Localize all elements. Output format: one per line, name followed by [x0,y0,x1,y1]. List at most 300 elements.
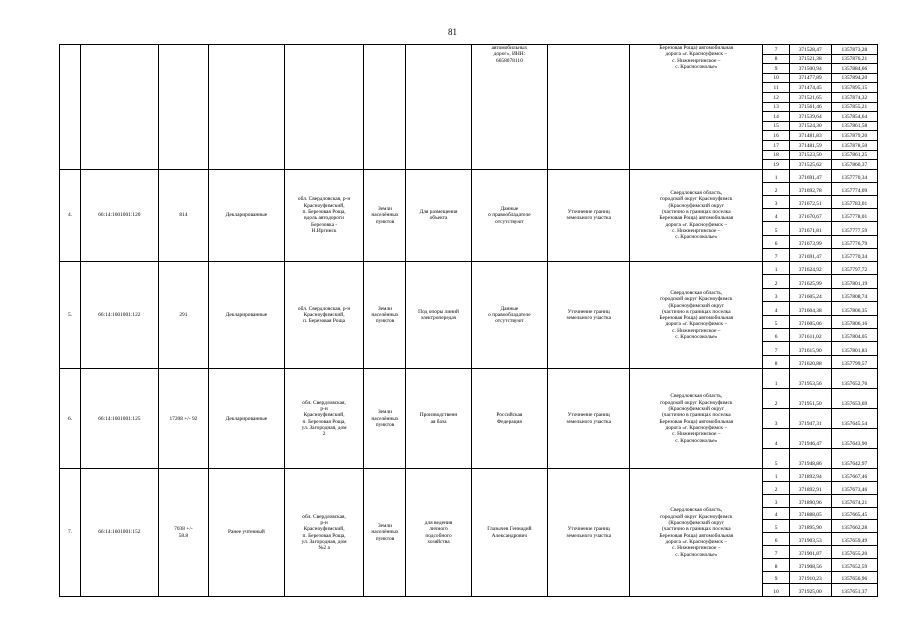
coord-y [831,494,877,507]
point-number-text: 6 [774,240,778,247]
cadastral-number-text: 66:14:1601001:120 [98,212,141,219]
coord-x-text: 371605,24 [798,294,822,301]
area [158,369,208,469]
point-number [763,248,789,261]
object-location-text: Свердловская область, городской округ Красноуфимск (Красноуфимский округ (частично в границах поселка Березовая Роща) автомобильная дорога «г. Красноуфимск – с. Нижнеиргинское – с. Красносокольe» [659,289,734,340]
coord-x-text: 371901,87 [798,550,822,557]
coord-x [789,150,831,160]
coord-x [789,571,831,584]
coord-x [789,507,831,520]
point-number-text: 17 [773,142,779,149]
cadastral-number [81,169,159,261]
point-number [763,469,789,482]
purpose [548,169,630,261]
coord-x-text: 371523,50 [798,152,822,159]
coord-x-text: 371521,38 [798,56,822,63]
point-number [763,64,789,74]
point-number [763,355,789,368]
coord-x [789,369,831,389]
coord-y [831,275,877,288]
coord-y-text: 1357861,25 [841,152,868,159]
coord-x [789,54,831,64]
coord-x [789,248,831,261]
coord-y-text: 1357799,57 [841,361,868,368]
coord-y-text: 1357642,97 [841,461,868,468]
object-location-text: Свердловская область, городской округ Красноуфимск (Красноуфимский округ (частично в границах поселка Березовая Роща) автомобильная дорога «г. Красноуфимск – с. Нижнеиргинское – с. Красносокольe» [659,507,734,558]
point-number-text: 10 [773,589,779,596]
point-number-text: 3 [774,201,778,208]
coord-x [789,584,831,597]
coord-y [831,73,877,83]
record-status [209,169,285,261]
coord-x-text: 371625,99 [798,280,822,287]
coord-y [831,429,877,449]
coord-y [831,571,877,584]
coord-y [831,449,877,469]
table-body [60,45,878,597]
point-number [763,131,789,141]
point-number [763,328,789,341]
coord-x [789,262,831,275]
coord-y-text: 1357662,28 [841,525,868,532]
point-number [763,102,789,112]
row-number-text: 6. [67,415,73,422]
cadastral-number-text: 66:14:1601001:125 [98,415,141,422]
address [284,262,364,369]
coord-y-text: 1357861,58 [841,123,868,130]
owner [471,169,548,261]
point-number [763,222,789,235]
coord-x [789,102,831,112]
coord-y [831,222,877,235]
coord-y [831,342,877,355]
point-number-text: 19 [773,161,779,168]
owner [471,369,548,469]
point-number-text: 3 [774,294,778,301]
object-location-text: Свердловская область, городской округ Красноуфимск (Красноуфимский округ (частично в границах поселка Березовая Роща) автомобильная дорога «г. Красноуфимск – с. Нижнеиргинское – с. Красносокольe» [659,393,734,444]
point-number-text: 18 [773,152,779,159]
coord-x-text: 371561,46 [798,104,822,111]
point-number [763,315,789,328]
coord-x [789,355,831,368]
coord-y [831,209,877,222]
record-status-text: Декларированные [225,212,268,219]
object-location [630,169,763,261]
owner [471,262,548,369]
record-status [209,469,285,597]
coord-y [831,389,877,409]
purpose-text: Уточнение границ земельного участка [566,526,611,539]
purpose [548,45,630,170]
coord-y-text: 1357653,69 [841,401,868,408]
point-number-text: 5 [774,227,778,234]
point-number [763,121,789,131]
point-number [763,140,789,150]
permitted-use-text: Для размещения объекта [419,209,458,222]
coord-y-text: 1357778,01 [841,214,868,221]
owner [471,45,548,170]
coord-x [789,533,831,546]
point-number-text: 7 [774,550,778,557]
coord-y [831,235,877,248]
object-location-text: Свердловская область, городской округ Красноуфимск (Красноуфимский округ (частично в границах поселка Березовая Роща) автомобильная дорога «г. Красноуфимск – с. Нижнеиргинское – с. Красносокольe» [659,190,734,241]
coord-y-text: 1357643,90 [841,441,868,448]
coord-y [831,262,877,275]
coord-y [831,131,877,141]
coord-y-text: 1357797,72 [841,267,868,274]
area-text: 17208 +/- 92 [169,415,198,422]
coord-x-text: 371481,83 [798,132,822,139]
coord-y [831,150,877,160]
coord-y-text: 1357894,20 [841,75,868,82]
coord-x-text: 371892,94 [798,473,822,480]
point-number [763,235,789,248]
coord-x-text: 371624,92 [798,267,822,274]
coord-y-text: 1357874,32 [841,94,868,101]
area-text: 814 [179,212,188,219]
point-number-text: 6 [774,334,778,341]
permitted-use [406,45,471,170]
coord-x-text: 371525,62 [798,161,822,168]
record-status [209,369,285,469]
point-number-text: 1 [774,267,778,274]
point-number-text: 2 [774,486,778,493]
point-number [763,369,789,389]
coord-y-text: 1357652,76 [841,381,868,388]
coord-y-text: 1357667,46 [841,473,868,480]
owner-text: Данные о правообладателе отсутствуют [488,205,531,225]
point-number [763,209,789,222]
coord-y [831,520,877,533]
coord-y [831,315,877,328]
cadastral-number [81,469,159,597]
coord-x [789,45,831,55]
coord-x-text: 371908,56 [798,563,822,570]
point-number [763,558,789,571]
coord-x [789,169,831,182]
coord-x [789,92,831,102]
land-category-text: Земли населённых пунктов [371,305,399,325]
cadastral-number [81,369,159,469]
coord-x [789,481,831,494]
point-number-text: 4 [774,441,778,448]
coord-y [831,288,877,301]
coord-y-text: 1357665,45 [841,512,868,519]
coord-x-text: 371500,94 [798,65,822,72]
address [284,169,364,261]
cadastral-number-text: 66:14:1601001:122 [98,311,141,318]
owner [471,469,548,597]
coord-x [789,196,831,209]
permitted-use [406,469,471,597]
point-number [763,112,789,122]
point-number-text: 6 [774,537,778,544]
coord-x-text: 371953,56 [798,381,822,388]
coord-y-text: 1357876,21 [841,56,868,63]
point-number [763,302,789,315]
record-status [209,45,285,170]
point-number [763,83,789,93]
coord-x [789,409,831,429]
coord-y-text: 1357873,28 [841,46,868,53]
coord-x-text: 371521,65 [798,94,822,101]
row-number-text: 4. [67,212,73,219]
coord-x [789,288,831,301]
point-number-text: 16 [773,132,779,139]
coord-x [789,520,831,533]
point-number-text: 1 [774,381,778,388]
point-number-text: 7 [774,46,778,53]
coord-y-text: 1357656,96 [841,576,868,583]
point-number-text: 1 [774,174,778,181]
coord-x-text: 371605,06 [798,320,822,327]
permitted-use [406,169,471,261]
table-row [60,45,878,55]
coord-y-text: 1357801,83 [841,347,868,354]
coord-y [831,584,877,597]
address [284,469,364,597]
permitted-use-text: Под опоры линий электропередач [418,308,459,322]
coord-y [831,169,877,182]
point-number-text: 4 [774,214,778,221]
coord-y-text: 1357808,74 [841,294,868,301]
row-number [60,169,81,261]
coord-x [789,449,831,469]
object-location-text: Березовая Роща) автомобильная дорога «г. Красноуфимск – с. Нижнеиргинское – с. Красносокольe» [659,45,734,70]
row-number [60,369,81,469]
coord-y [831,160,877,170]
coord-x [789,83,831,93]
point-number-text: 13 [773,104,779,111]
point-number [763,481,789,494]
coord-y-text: 1357645,54 [841,421,868,428]
row-number [60,469,81,597]
area [158,169,208,261]
point-number-text: 7 [774,347,778,354]
coord-x-text: 371481,59 [798,142,822,149]
coord-x-text: 371539,64 [798,113,822,120]
coord-x [789,112,831,122]
record-status [209,262,285,369]
record-status-text: Декларированные [225,415,268,422]
coord-x [789,342,831,355]
coord-x [789,429,831,449]
coord-y [831,355,877,368]
point-number [763,584,789,597]
coord-y [831,54,877,64]
row-number-text: 5. [67,311,73,318]
coord-x [789,222,831,235]
land-category-text: Земли населённых пунктов [371,205,399,225]
coord-y [831,248,877,261]
coord-y-text: 1357801,19 [841,280,868,287]
purpose-text: Уточнение границ земельного участка [566,412,611,425]
point-number-text: 4 [774,512,778,519]
purpose-text: Уточнение границ земельного участка [566,308,611,322]
coord-x-text: 371895,90 [798,525,822,532]
point-number [763,342,789,355]
area [158,45,208,170]
coord-y [831,182,877,195]
permitted-use-text: для ведения личного подсобного хозяйства [424,520,453,545]
land-category [364,169,406,261]
coord-x-text: 371691,47 [798,174,822,181]
point-number [763,182,789,195]
coord-x [789,160,831,170]
address [284,369,364,469]
coord-x-text: 371604,38 [798,307,822,314]
point-number [763,45,789,55]
coord-x [789,131,831,141]
table-row [60,369,878,389]
coord-x-text: 371671,81 [798,227,822,234]
area-text: 291 [179,311,188,318]
coord-x [789,209,831,222]
land-category [364,469,406,597]
coord-y [831,140,877,150]
coord-y-text: 1357673,46 [841,486,868,493]
purpose-text: Уточнение границ земельного участка [566,209,611,222]
coord-y-text: 1357777,59 [841,227,868,234]
coord-x [789,121,831,131]
point-number [763,288,789,301]
object-location [630,45,763,170]
point-number-text: 3 [774,421,778,428]
point-number-text: 12 [773,94,779,101]
area [158,262,208,369]
point-number [763,275,789,288]
point-number-text: 8 [774,563,778,570]
coord-x-text: 371474,45 [798,84,822,91]
point-number-text: 8 [774,361,778,368]
coord-y-text: 1357806,35 [841,307,868,314]
coord-y [831,409,877,429]
point-number [763,507,789,520]
coord-x-text: 371615,90 [798,347,822,354]
object-location [630,469,763,597]
coord-y [831,558,877,571]
point-number [763,262,789,275]
coord-y [831,481,877,494]
point-number [763,196,789,209]
point-number-text: 5 [774,320,778,327]
point-number [763,169,789,182]
point-number [763,571,789,584]
coord-y-text: 1357806,16 [841,320,868,327]
coord-x [789,182,831,195]
page-number: 81 [448,27,457,37]
coord-y [831,328,877,341]
owner-text: автомобильных дорог», ИНН: 6658078110 [491,45,528,64]
point-number [763,533,789,546]
point-number-text: 14 [773,113,779,120]
coord-y [831,533,877,546]
point-number-text: 5 [774,461,778,468]
permitted-use-text: Производственн ая база [419,412,458,425]
coord-x [789,494,831,507]
address-text: обл. Свердловская, р-н Красноуфимский, п. Березовая Роща, ул. Загородная, дом №2 а [301,513,347,552]
coord-x-text: 371670,67 [798,214,822,221]
point-number-text: 9 [774,65,778,72]
land-plot-table [59,44,878,597]
coord-y-text: 1357776,79 [841,240,868,247]
record-status-text: Декларированные [225,311,268,318]
land-category [364,45,406,170]
point-number-text: 7 [774,254,778,261]
coord-x [789,302,831,315]
coord-y [831,102,877,112]
coord-x-text: 371925,00 [798,589,822,596]
point-number-text: 11 [773,84,779,91]
point-number-text: 8 [774,56,778,63]
coord-x [789,140,831,150]
record-status-text: Ранее учтенный [227,529,265,536]
coord-x [789,315,831,328]
coord-y [831,83,877,93]
coord-y-text: 1357804,05 [841,334,868,341]
coord-y-text: 1357770,34 [841,174,868,181]
coord-x-text: 371477,89 [798,75,822,82]
coord-y-text: 1357651,37 [841,589,868,596]
row-number [60,262,81,369]
point-number-text: 2 [774,401,778,408]
point-number [763,449,789,469]
address-text: обл. Свердловская, р-н Красноуфимский, п. Березовая Роща, вдоль автодороги Березовка - Н.Иргинск [297,196,351,234]
owner-text: Глазычев Геннадий Александрович [487,526,532,539]
point-number [763,429,789,449]
land-category [364,369,406,469]
coord-x [789,328,831,341]
point-number-text: 2 [774,280,778,287]
row-number-text: 7. [67,529,73,536]
coord-x-text: 371892,91 [798,486,822,493]
coord-x-text: 371890,96 [798,499,822,506]
land-category-text: Земли населённых пунктов [371,523,399,542]
coord-y [831,45,877,55]
point-number-text: 3 [774,499,778,506]
row-number [60,45,81,170]
coord-x [789,275,831,288]
coord-x-text: 371947,31 [798,421,822,428]
coord-y-text: 1357659,49 [841,537,868,544]
coord-y-text: 1357770,34 [841,254,868,261]
coord-x-text: 371620,88 [798,361,822,368]
address-text: обл. Свердловская, р-н Красноуфимский, п. Березовая Роща [297,305,351,325]
coord-x [789,469,831,482]
owner-text: Российская Федерация [496,412,523,425]
point-number-text: 15 [773,123,779,130]
coord-x [789,545,831,558]
coord-y-text: 1357655,20 [841,550,868,557]
coord-y-text: 1357884,66 [841,65,868,72]
coord-x-text: 371888,05 [798,512,822,519]
purpose [548,262,630,369]
coord-x-text: 371948,86 [798,461,822,468]
point-number-text: 10 [773,75,779,82]
address [284,45,364,170]
coord-y [831,302,877,315]
coord-x-text: 371611,02 [798,334,822,341]
coord-x-text: 371691,47 [798,254,822,261]
point-number [763,92,789,102]
coord-y [831,369,877,389]
cadastral-number-text: 66:14:1601001:152 [98,529,141,536]
coord-y-text: 1357855,21 [841,104,868,111]
table-row [60,169,878,182]
point-number-text: 2 [774,188,778,195]
point-number-text: 5 [774,525,778,532]
land-category [364,262,406,369]
